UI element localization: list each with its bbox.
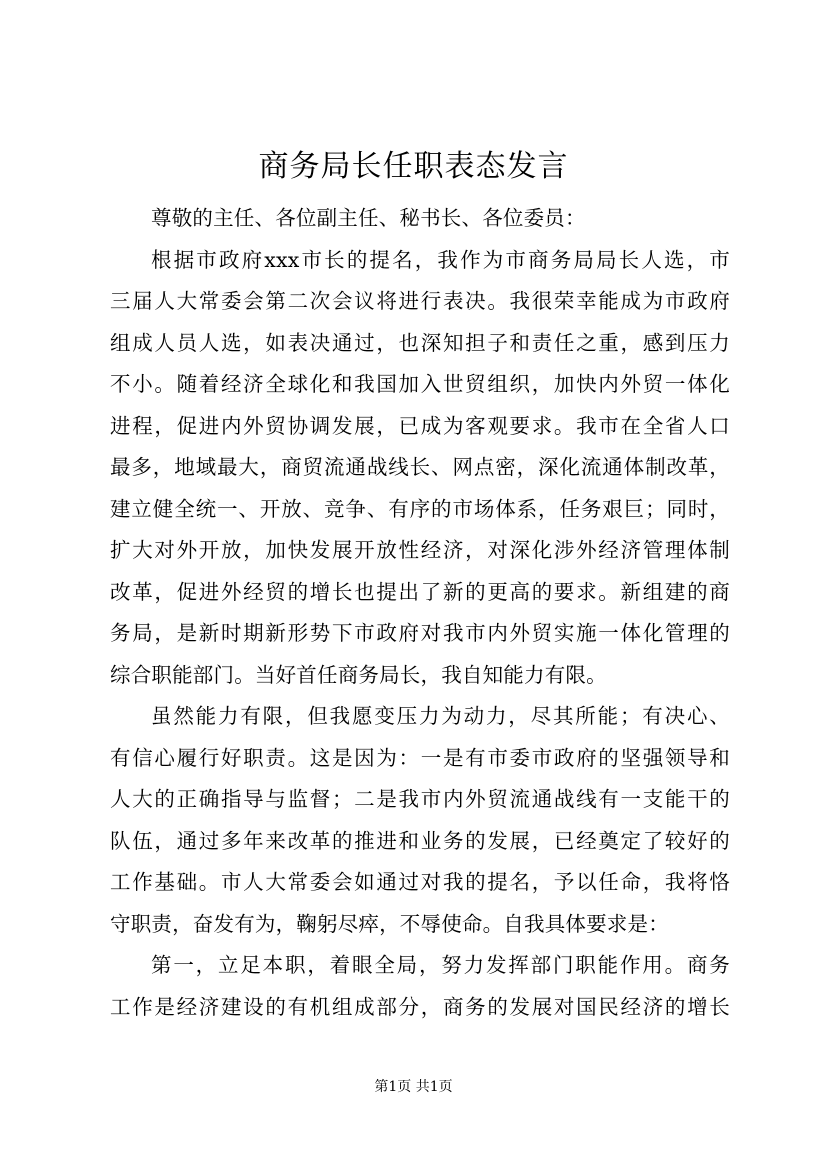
page-footer: 第1页 共1页 bbox=[374, 1079, 453, 1095]
paragraph-line: 守职责，奋发有为，鞠躬尽瘁，不辱使命。自我具体要求是： bbox=[110, 911, 669, 936]
paragraph-line: 队伍，通过多年来改革的推进和业务的发展，已经奠定了较好的 bbox=[110, 828, 730, 853]
paragraph-line: 虽然能力有限，但我愿变压力为动力，尽其所能；有决心、 bbox=[151, 704, 730, 728]
paragraph-line: 有信心履行好职责。这是因为：一是有市委市政府的坚强领导和 bbox=[110, 745, 730, 770]
paragraph-line: 建立健全统一、开放、竞争、有序的市场体系，任务艰巨；同时， bbox=[110, 496, 730, 521]
paragraph-line: 工作基础。市人大常委会如通过对我的提名，予以任命，我将恪 bbox=[110, 870, 730, 894]
document-title: 商务局长任职表态发言 bbox=[258, 149, 569, 184]
paragraph-line: 根据市政府xxx市长的提名，我作为市商务局局长人选，市 bbox=[151, 247, 730, 272]
paragraph-line: 综合职能部门。当好首任商务局长，我自知能力有限。 bbox=[110, 662, 607, 687]
paragraph-line: 组成人员人选，如表决通过，也深知担子和责任之重，感到压力 bbox=[110, 330, 730, 355]
paragraph-line: 人大的正确指导与监督；二是我市内外贸流通战线有一支能干的 bbox=[110, 787, 730, 811]
paragraph-line: 不小。随着经济全球化和我国加入世贸组织，加快内外贸一体化 bbox=[110, 372, 730, 396]
paragraph-line: 工作是经济建设的有机组成部分，商务的发展对国民经济的增长 bbox=[110, 994, 730, 1019]
paragraph-line: 第一，立足本职，着眼全局，努力发挥部门职能作用。商务 bbox=[151, 953, 730, 977]
paragraph-line: 最多，地域最大，商贸流通战线长、网点密，深化流通体制改革， bbox=[110, 455, 730, 479]
document-body bbox=[110, 198, 730, 1028]
salutation-line: 尊敬的主任、各位副主任、秘书长、各位委员： bbox=[151, 206, 586, 230]
paragraph-line: 三届人大常委会第二次会议将进行表决。我很荣幸能成为市政府 bbox=[110, 289, 730, 313]
paragraph-line: 进程，促进内外贸协调发展，已成为客观要求。我市在全省人口 bbox=[110, 413, 730, 438]
paragraph-line: 扩大对外开放，加快发展开放性经济，对深化涉外经济管理体制 bbox=[110, 538, 730, 562]
paragraph-line: 务局，是新时期新形势下市政府对我市内外贸实施一体化管理的 bbox=[110, 621, 730, 645]
paragraph-line: 改革，促进外经贸的增长也提出了新的更高的要求。新组建的商 bbox=[110, 579, 730, 604]
